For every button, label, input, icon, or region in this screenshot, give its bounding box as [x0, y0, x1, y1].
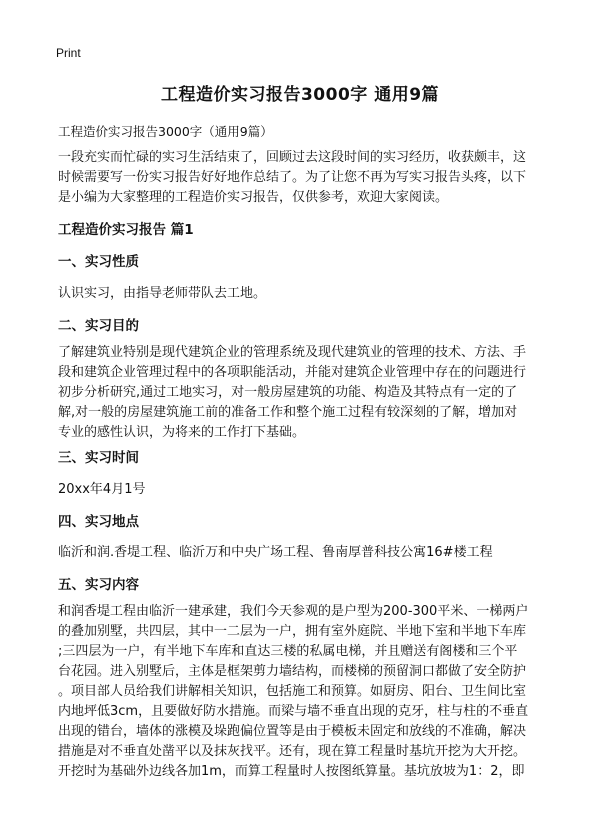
- section-heading-content: 五、实习内容: [58, 577, 139, 593]
- section-body-purpose: 了解建筑业特别是现代建筑企业的管理系统及现代建筑业的管理的技术、方法、手 段和建筑企业管理过程中的各项职能活动，并能对建筑企业管理中存在的问题进行 初步分析研究,通过工地实习，对一般房屋建筑的功能、构造及其特点有一定的了 解,对一般的房屋建筑施工前的准备工作和整个施工过程有较深刻的了解，增加对 专业的感性认识，为将来的工作打下基础。: [58, 345, 527, 440]
- section-body-nature: 认识实习，由指导老师带队去工地。: [58, 286, 267, 301]
- document-title: 工程造价实习报告3000字 通用9篇: [160, 85, 440, 105]
- section-body-place: 临沂和润.香堤工程、临沂万和中央广场工程、鲁南厚普科技公寓16#楼工程: [58, 545, 493, 560]
- article-heading: 工程造价实习报告 篇1: [58, 222, 194, 238]
- section-heading-purpose: 二、实习目的: [58, 318, 139, 334]
- print-link[interactable]: Print: [56, 46, 81, 60]
- intro-paragraph: 一段充实而忙碌的实习生活结束了，回顾过去这段时间的实习经历，收获颇丰，这 时候需要写一份实习报告好好地作总结了。为了让您不再为写实习报告头疼，以下 是小编为大家整理的工程造价实习报告，仅供参考，欢迎大家阅读。: [58, 150, 527, 205]
- section-body-time: 20xx年4月1号: [58, 482, 146, 497]
- section-body-content: 和润香堤工程由临沂一建承建，我们今天参观的是户型为200-300平米、一梯两户 的叠加别墅，共四层，其中一二层为一户，拥有室外庭院、半地下室和半地下车库 ;三四层为一户，有半地下车库和直达三楼的私属电梯，并且赠送有阁楼和三个平 台花园。进入别墅后，主体是框架剪力墙结构，而楼梯的预留洞口都做了安全防护 。项目部人员给我们讲解相关知识，包括施工和预算。如厨房、阳台、卫生间比室 内地坪低3cm，且要做好防水措施。而梁与墙不垂直出现的克牙，柱与柱的不垂直 出现的错台，墙体的涨模及垛跑偏位置等是由于模板未固定和放线的不准确，解决 措施是对不垂直处凿平以及抹灰找平。还有，现在算工程量时基坑开挖为大开挖。 开挖时为基础外边线各加1m，而算工程量时人按图纸算量。基坑放坡为1：2，即: [58, 604, 529, 779]
- document-subtitle: 工程造价实习报告3000字（通用9篇）: [58, 124, 273, 139]
- section-heading-place: 四、实习地点: [58, 514, 139, 530]
- section-heading-time: 三、实习时间: [58, 450, 139, 466]
- section-heading-nature: 一、实习性质: [58, 254, 139, 270]
